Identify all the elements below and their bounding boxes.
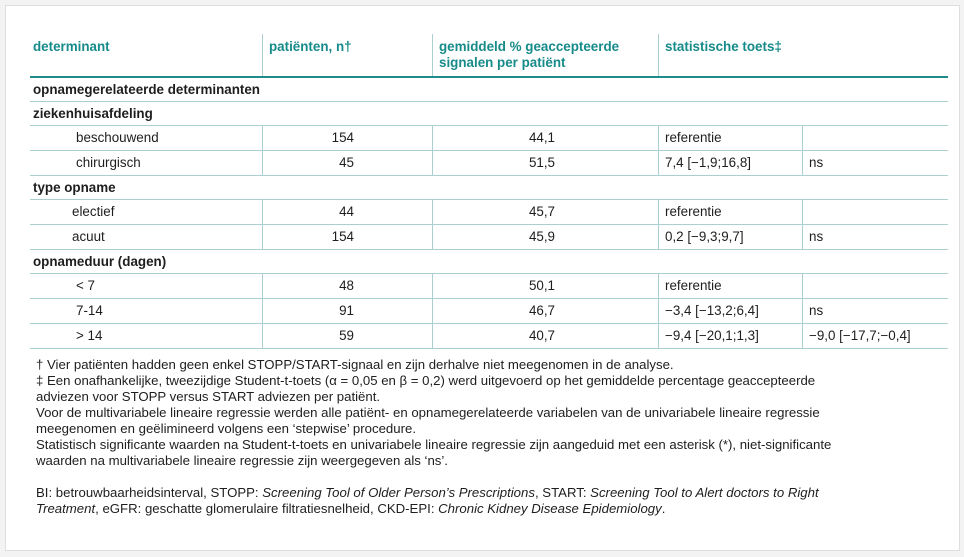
section-title-row <box>30 250 948 274</box>
abbreviations-line1 <box>36 485 936 501</box>
cell-multi <box>802 274 948 298</box>
footnotes <box>36 357 936 517</box>
footnote-dagger: † Vier patiënten hadden geen enkel STOPP/START-signaal en zijn derhalve niet meegenomen in de analyse. <box>36 357 674 372</box>
abbr-start-full-2: Treatment <box>36 501 96 516</box>
table-row <box>30 126 948 151</box>
table-card <box>5 5 960 551</box>
header-determinant: determinant <box>33 39 110 54</box>
cell-mean: 50,1 <box>432 274 658 298</box>
cell-n: 48 <box>262 274 432 298</box>
cell-n: 44 <box>262 200 432 224</box>
cell-mean: 45,9 <box>432 225 658 249</box>
table-row <box>30 151 948 176</box>
abbr-stopp-full: Screening Tool of Older Person’s Prescriptions <box>262 485 535 500</box>
cell-multi: −9,0 [−17,7;−0,4] <box>802 324 948 348</box>
cell-n: 59 <box>262 324 432 348</box>
section-title: type opname <box>33 179 116 195</box>
footnote-ddagger-line2: adviezen voor STOPP versus START adviezen per patiënt. <box>36 389 381 404</box>
footnote-ddagger-line1: ‡ Een onafhankelijke, tweezijdige Student-t-toets (α = 0,05 en β = 0,2) werd uitgevoerd op het gemiddelde percentage geaccepteerde <box>36 373 816 388</box>
section-title-row <box>30 102 948 126</box>
header-mean <box>432 34 658 76</box>
cell-multi <box>802 126 948 150</box>
cell-test: −9,4 [−20,1;1,3] <box>658 324 802 348</box>
footnote-spacer <box>36 469 936 485</box>
header-mean-line2: signalen per patiënt <box>439 55 566 70</box>
table-row <box>30 324 948 349</box>
cell-label: acuut <box>72 229 105 244</box>
cell-n: 154 <box>262 126 432 150</box>
header-test: statistische toets‡ <box>658 34 802 76</box>
abbr-egfr: , eGFR: geschatte glomerulaire filtratiesnelheid, CKD-EPI: <box>95 501 439 516</box>
cell-test: −3,4 [−13,2;6,4] <box>658 299 802 323</box>
abbr-start-label: , START: <box>534 485 591 500</box>
table-row <box>30 200 948 225</box>
footnote-significance-line2: waarden na multivariabele lineaire regressie zijn weergegeven als ‘ns’. <box>36 453 448 468</box>
abbr-ckd-full: Chronic Kidney Disease Epidemiology <box>438 501 662 516</box>
cell-mean: 44,1 <box>432 126 658 150</box>
cell-test: referentie <box>658 126 802 150</box>
cell-n: 91 <box>262 299 432 323</box>
abbr-start-full-1: Screening Tool to Alert doctors to Right <box>590 485 819 500</box>
abbreviations-line2 <box>36 501 936 517</box>
cell-label: chirurgisch <box>76 155 141 170</box>
table-row <box>30 225 948 250</box>
cell-label: electief <box>72 204 115 219</box>
group-title-row <box>30 78 948 102</box>
cell-mean: 51,5 <box>432 151 658 175</box>
cell-multi: ns <box>802 225 948 249</box>
abbr-end: . <box>661 501 666 516</box>
cell-multi <box>802 200 948 224</box>
abbr-bi: BI: betrouwbaarheidsinterval, STOPP: <box>36 485 263 500</box>
cell-test: referentie <box>658 274 802 298</box>
footnote-multivariable-line2: meegenomen en geëlimineerd volgens een ‘stepwise’ procedure. <box>36 421 416 436</box>
header-patients: patiënten, n† <box>262 34 432 76</box>
data-table <box>30 34 948 349</box>
cell-mean: 40,7 <box>432 324 658 348</box>
cell-n: 154 <box>262 225 432 249</box>
cell-multi: ns <box>802 299 948 323</box>
cell-label: beschouwend <box>76 130 159 145</box>
table-row <box>30 274 948 299</box>
cell-label: 7-14 <box>76 303 103 318</box>
cell-mean: 46,7 <box>432 299 658 323</box>
cell-test: 7,4 [−1,9;16,8] <box>658 151 802 175</box>
cell-multi: ns <box>802 151 948 175</box>
cell-n: 45 <box>262 151 432 175</box>
cell-mean: 45,7 <box>432 200 658 224</box>
footnote-significance-line1: Statistisch significante waarden na Student-t-toets en univariabele lineaire regressie zijn aangeduid met een asterisk (*), niet-significante <box>36 437 832 452</box>
header-mean-line1: gemiddeld % geaccepteerde <box>439 39 620 54</box>
footnote-multivariable-line1: Voor de multivariabele lineaire regressie werden alle patiënt- en opnamegerelateerde variabelen van de univariabele lineaire regressie <box>36 405 820 420</box>
group-title: opnamegerelateerde determinanten <box>33 81 260 97</box>
cell-label: > 14 <box>76 328 103 343</box>
section-title: opnameduur (dagen) <box>33 253 167 269</box>
cell-label: < 7 <box>76 278 95 293</box>
section-title-row <box>30 176 948 200</box>
section-title: ziekenhuisafdeling <box>33 105 153 121</box>
cell-test: 0,2 [−9,3;9,7] <box>658 225 802 249</box>
cell-test: referentie <box>658 200 802 224</box>
table-header <box>30 34 948 78</box>
table-row <box>30 299 948 324</box>
